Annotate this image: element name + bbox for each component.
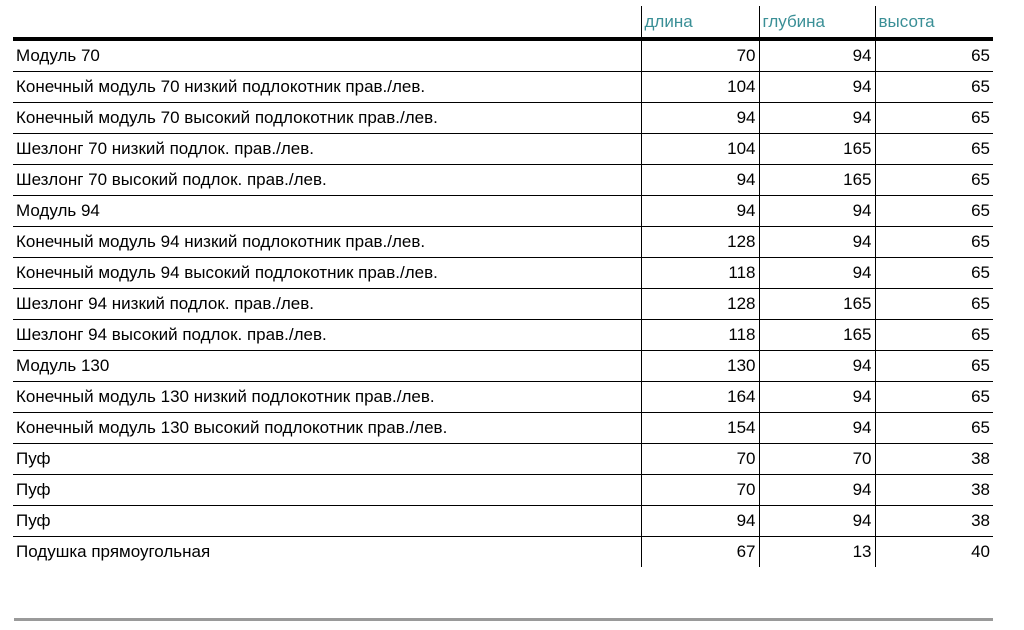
item-name-cell: Подушка прямоугольная	[16, 542, 211, 561]
item-name-cell: Модуль 94	[13, 196, 641, 227]
height-cell: 65	[875, 72, 993, 103]
depth-cell: 165	[759, 165, 875, 196]
table-row	[13, 134, 993, 165]
table-body	[13, 39, 993, 567]
height-cell: 65	[875, 320, 993, 351]
height-cell: 65	[875, 351, 993, 382]
length-cell: 164	[641, 382, 759, 413]
height-cell: 65	[875, 103, 993, 134]
table-row	[13, 227, 993, 258]
table-row	[13, 72, 993, 103]
item-name-cell: Шезлонг 94 низкий подлок. прав./лев.	[13, 289, 641, 320]
item-name-cell: Модуль 130	[13, 351, 641, 382]
height-cell: 65	[875, 134, 993, 165]
header-length: длина	[641, 6, 759, 39]
depth-cell: 94	[759, 413, 875, 444]
length-cell: 94	[641, 103, 759, 134]
height-cell: 65	[875, 227, 993, 258]
item-name-cell: Пуф	[13, 475, 641, 506]
item-name-cell: Модуль 70	[13, 39, 641, 72]
item-name-cell: Пуф	[13, 506, 641, 537]
length-cell: 104	[641, 134, 759, 165]
depth-cell: 94	[759, 103, 875, 134]
length-cell: 104	[641, 72, 759, 103]
depth-cell: 94	[759, 475, 875, 506]
header-height: высота	[875, 6, 993, 39]
height-cell: 38	[875, 506, 993, 537]
table-row	[13, 537, 993, 568]
height-cell: 65	[875, 258, 993, 289]
depth-cell: 165	[759, 289, 875, 320]
length-cell: 128	[641, 227, 759, 258]
height-cell: 65	[875, 413, 993, 444]
depth-cell: 94	[759, 196, 875, 227]
depth-cell: 165	[759, 320, 875, 351]
height-cell: 38	[875, 444, 993, 475]
height-cell: 65	[875, 165, 993, 196]
height-cell: 65	[875, 382, 993, 413]
table-row	[13, 289, 993, 320]
depth-cell: 94	[759, 382, 875, 413]
item-name-cell: Пуф	[13, 444, 641, 475]
depth-cell: 70	[759, 444, 875, 475]
table-row	[13, 351, 993, 382]
length-cell: 118	[641, 258, 759, 289]
depth-cell: 165	[759, 134, 875, 165]
table-row	[13, 506, 993, 537]
table-row	[13, 196, 993, 227]
table-header	[13, 6, 993, 39]
depth-cell: 13	[759, 537, 875, 568]
length-cell: 67	[641, 537, 759, 568]
header-row	[13, 6, 993, 39]
item-name-cell: Конечный модуль 94 низкий подлокотник прав./лев.	[13, 227, 641, 258]
height-cell: 65	[875, 39, 993, 72]
item-name-cell: Конечный модуль 130 низкий подлокотник прав./лев.	[13, 382, 641, 413]
depth-cell: 94	[759, 39, 875, 72]
table-row	[13, 320, 993, 351]
item-name-cell: Конечный модуль 130 высокий подлокотник прав./лев.	[13, 413, 641, 444]
length-cell: 94	[641, 506, 759, 537]
table-row	[13, 475, 993, 506]
depth-cell: 94	[759, 258, 875, 289]
depth-cell: 94	[759, 351, 875, 382]
table-row	[13, 382, 993, 413]
header-name-blank	[13, 6, 641, 39]
height-cell: 38	[875, 475, 993, 506]
item-name-cell: Конечный модуль 70 высокий подлокотник прав./лев.	[13, 103, 641, 134]
item-name-cell: Шезлонг 94 высокий подлок. прав./лев.	[13, 320, 641, 351]
table-row	[13, 258, 993, 289]
height-cell: 40	[875, 537, 993, 568]
table-row	[13, 39, 993, 72]
depth-cell: 94	[759, 506, 875, 537]
table-row	[13, 413, 993, 444]
table-row	[13, 103, 993, 134]
item-name-cell: Конечный модуль 94 высокий подлокотник прав./лев.	[13, 258, 641, 289]
length-cell: 94	[641, 165, 759, 196]
length-cell: 130	[641, 351, 759, 382]
item-name-cell: Шезлонг 70 низкий подлок. прав./лев.	[13, 134, 641, 165]
length-cell: 94	[641, 196, 759, 227]
item-name-cell: Конечный модуль 70 низкий подлокотник прав./лев.	[13, 72, 641, 103]
header-depth: глубина	[759, 6, 875, 39]
depth-cell: 94	[759, 72, 875, 103]
length-cell: 70	[641, 475, 759, 506]
height-cell: 65	[875, 289, 993, 320]
table-row	[13, 444, 993, 475]
length-cell: 154	[641, 413, 759, 444]
height-cell: 65	[875, 196, 993, 227]
depth-cell: 94	[759, 227, 875, 258]
footer-divider	[14, 618, 993, 621]
length-cell: 128	[641, 289, 759, 320]
length-cell: 70	[641, 39, 759, 72]
table-row	[13, 165, 993, 196]
item-name-cell: Шезлонг 70 высокий подлок. прав./лев.	[13, 165, 641, 196]
length-cell: 70	[641, 444, 759, 475]
length-cell: 118	[641, 320, 759, 351]
dimensions-table	[13, 6, 993, 567]
